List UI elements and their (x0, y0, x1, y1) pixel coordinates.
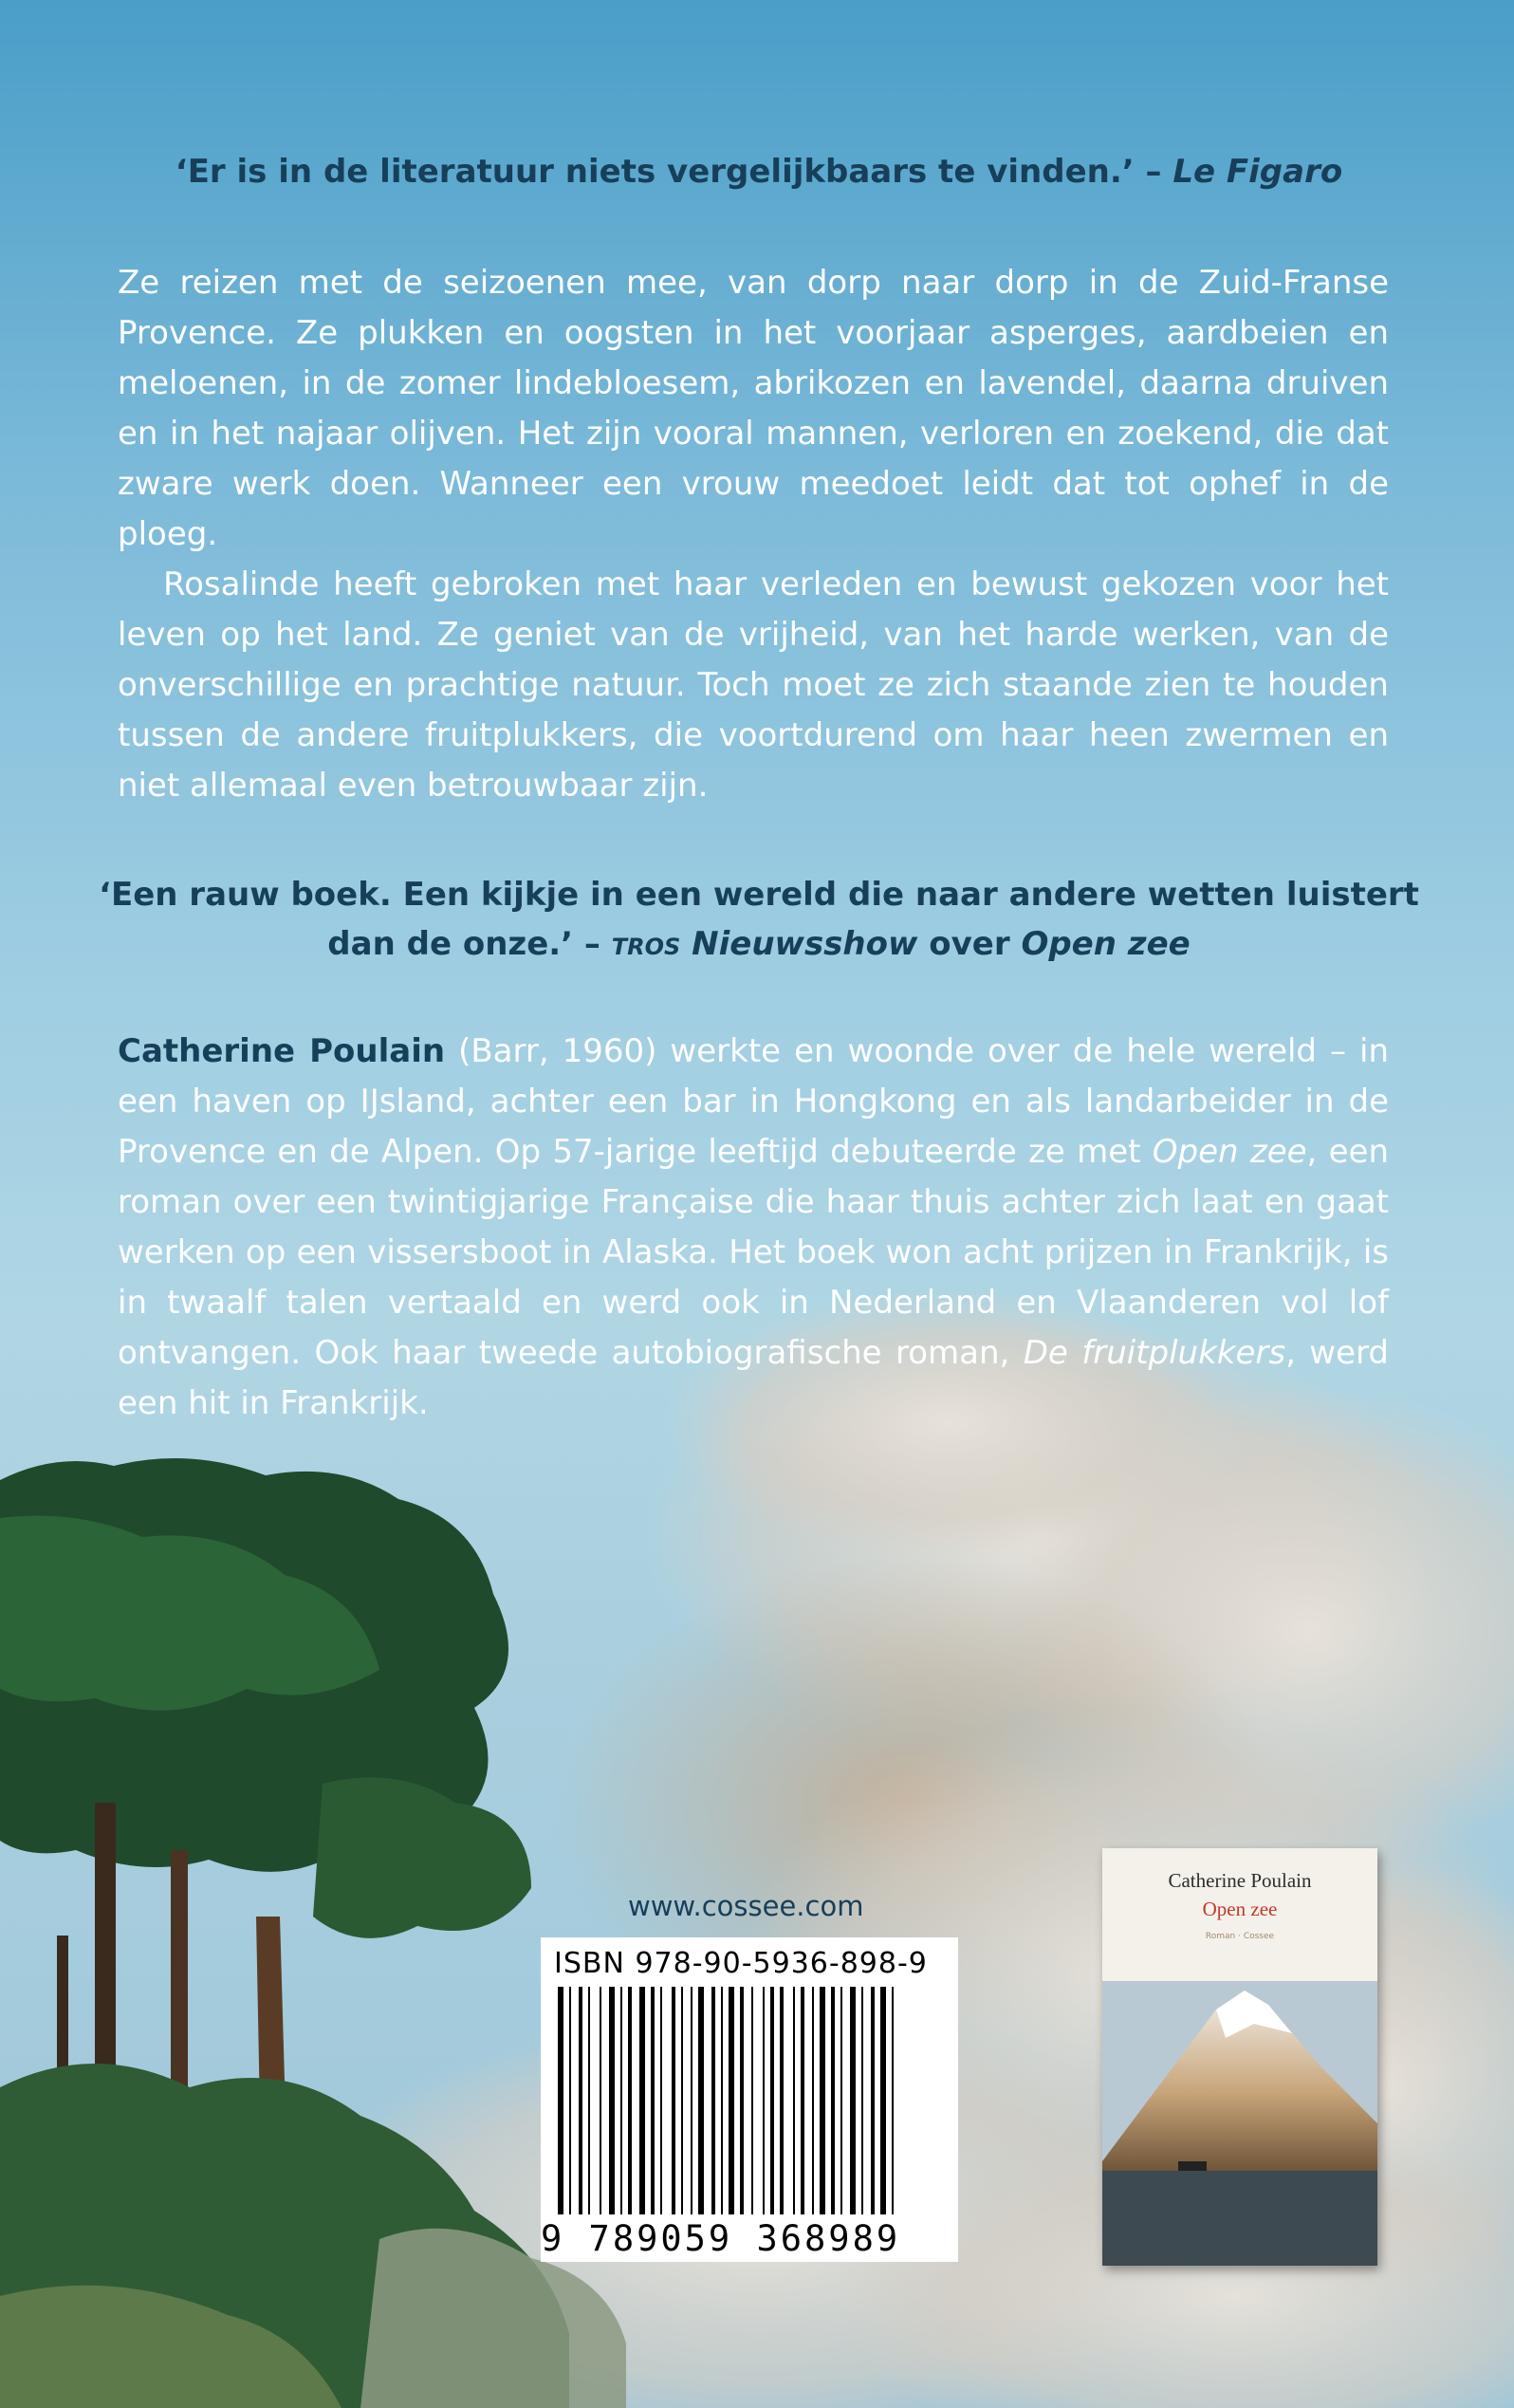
barcode-bar (892, 1987, 894, 2214)
barcode-bar (820, 1987, 825, 2214)
mini-book-author: Catherine Poulain (1168, 1869, 1312, 1892)
barcode-bar (751, 1987, 753, 2214)
barcode-bar (628, 1987, 632, 2214)
barcode-bar (801, 1987, 804, 2214)
review-quote-figaro (114, 147, 1404, 196)
synopsis-paragraph-2 (118, 560, 1389, 811)
quote2-line1: ‘Een rauw boek. Een kijkje in een wereld die naar andere wetten luistert (99, 876, 1419, 914)
pine-trees (0, 1458, 626, 2408)
quote2-book: Open zee (1021, 925, 1191, 963)
barcode-bar (763, 1987, 765, 2214)
review-quote-tros (95, 870, 1423, 972)
barcode-bar (600, 1987, 601, 2214)
barcode-bar (871, 1987, 875, 2214)
barcode-bar (770, 1987, 774, 2214)
barcode-bar (620, 1987, 622, 2214)
barcode-bar (651, 1987, 655, 2214)
mini-book-title: Open zee (1202, 1898, 1278, 1920)
quote2-source: Nieuwsshow (692, 925, 918, 963)
bio-book-1: Open zee (1152, 1133, 1307, 1171)
barcode-bar (780, 1987, 784, 2214)
barcode-bar (660, 1987, 662, 2214)
synopsis-text-2: Rosalinde heeft gebroken met haar verleden en bewust gekozen voor het leven op het land. Ze geniet van de vrijheid, van het harde werken, van de onverschillige en prachtige natuur. Toch moet ze zich staande zien te houden tussen de andere fruitplukkers, die voortdurend om haar heen zwermen en niet allemaal even betrouwbaar zijn. (118, 565, 1389, 805)
barcode-bar (639, 1987, 645, 2214)
barcode-bar (880, 1987, 886, 2214)
synopsis-text-1: Ze reizen met de seizoenen mee, van dorp naar dorp in de Zuid-Franse Provence. Ze plukken en oogsten in het voorjaar asperges, aardbeien en meloenen, in de zomer lindebloesem, abrikozen en lavendel, daarna druiven en in het najaar olijven. Het zijn vooral mannen, verloren en zoekend, die dat zware werk doen. Wanneer een vrouw meedoet leidt dat tot ophef in de ploeg. (118, 264, 1389, 553)
author-name: Catherine Poulain (118, 1032, 446, 1070)
previous-book-cover (1102, 1848, 1377, 2266)
barcode-bar (672, 1987, 675, 2214)
publisher-url: www.cossee.com (628, 1890, 864, 1922)
barcode-bar (850, 1987, 856, 2214)
bio-text-3: , werd een hit in Frankrijk. (118, 1334, 1389, 1422)
barcode-bar (840, 1987, 842, 2214)
barcode-label (541, 1937, 958, 2262)
barcode-bar (579, 1987, 582, 2214)
barcode-bar (861, 1987, 863, 2214)
barcode (541, 1987, 958, 2224)
quote-source: Le Figaro (1172, 153, 1343, 191)
bio-book-2: De fruitplukkers (1023, 1334, 1286, 1372)
barcode-bar (698, 1987, 704, 2214)
barcode-bar (711, 1987, 715, 2214)
bio-text-1: (Barr, 1960) werkte en woonde over de hele wereld – in een haven op IJsland, achter een bar in Hongkong en als landarbeider in de Provence en de Alpen. Op 57-jarige leeftijd debuteerde ze met (118, 1032, 1389, 1171)
mini-book-subtitle: Roman · Cossee (1205, 1932, 1275, 1941)
quote2-source-caps: TROS (611, 934, 681, 960)
barcode-bar (740, 1987, 744, 2214)
barcode-bar (588, 1987, 590, 2214)
barcode-bar (721, 1987, 723, 2214)
quote2-over: over (929, 925, 1010, 963)
barcode-bar (558, 1987, 563, 2214)
bio-text-2: , een roman over een twintigjarige Française die haar thuis achter zich laat en gaat werken op een vissersboot in Alaska. Het boek won acht prijzen in Frankrijk, is in twaalf talen vertaald en werd ook in Nederland en Vlaanderen vol lof ontvangen. Ook haar tweede autobiografische roman, (118, 1133, 1389, 1372)
author-bio (118, 1027, 1389, 1429)
barcode-bar (609, 1987, 615, 2214)
barcode-bar (681, 1987, 683, 2214)
barcode-bar (831, 1987, 835, 2214)
barcode-bar (691, 1987, 692, 2214)
mountain-illustration (1102, 1848, 1377, 2266)
isbn-number: ISBN 978-90-5936-898-9 (554, 1947, 928, 1980)
barcode-bar (812, 1987, 814, 2214)
quote-text: ‘Er is in de literatuur niets vergelijkbaars te vinden.’ – (175, 153, 1162, 191)
quote2-line2 (95, 919, 1423, 972)
barcode-bar (793, 1987, 795, 2214)
ean-number: 9 789059 368989 (541, 2218, 901, 2259)
synopsis-paragraph-1 (118, 258, 1389, 560)
quote2-text: dan de onze.’ – (327, 925, 600, 963)
barcode-bar (569, 1987, 571, 2214)
barcode-bar (729, 1987, 734, 2214)
